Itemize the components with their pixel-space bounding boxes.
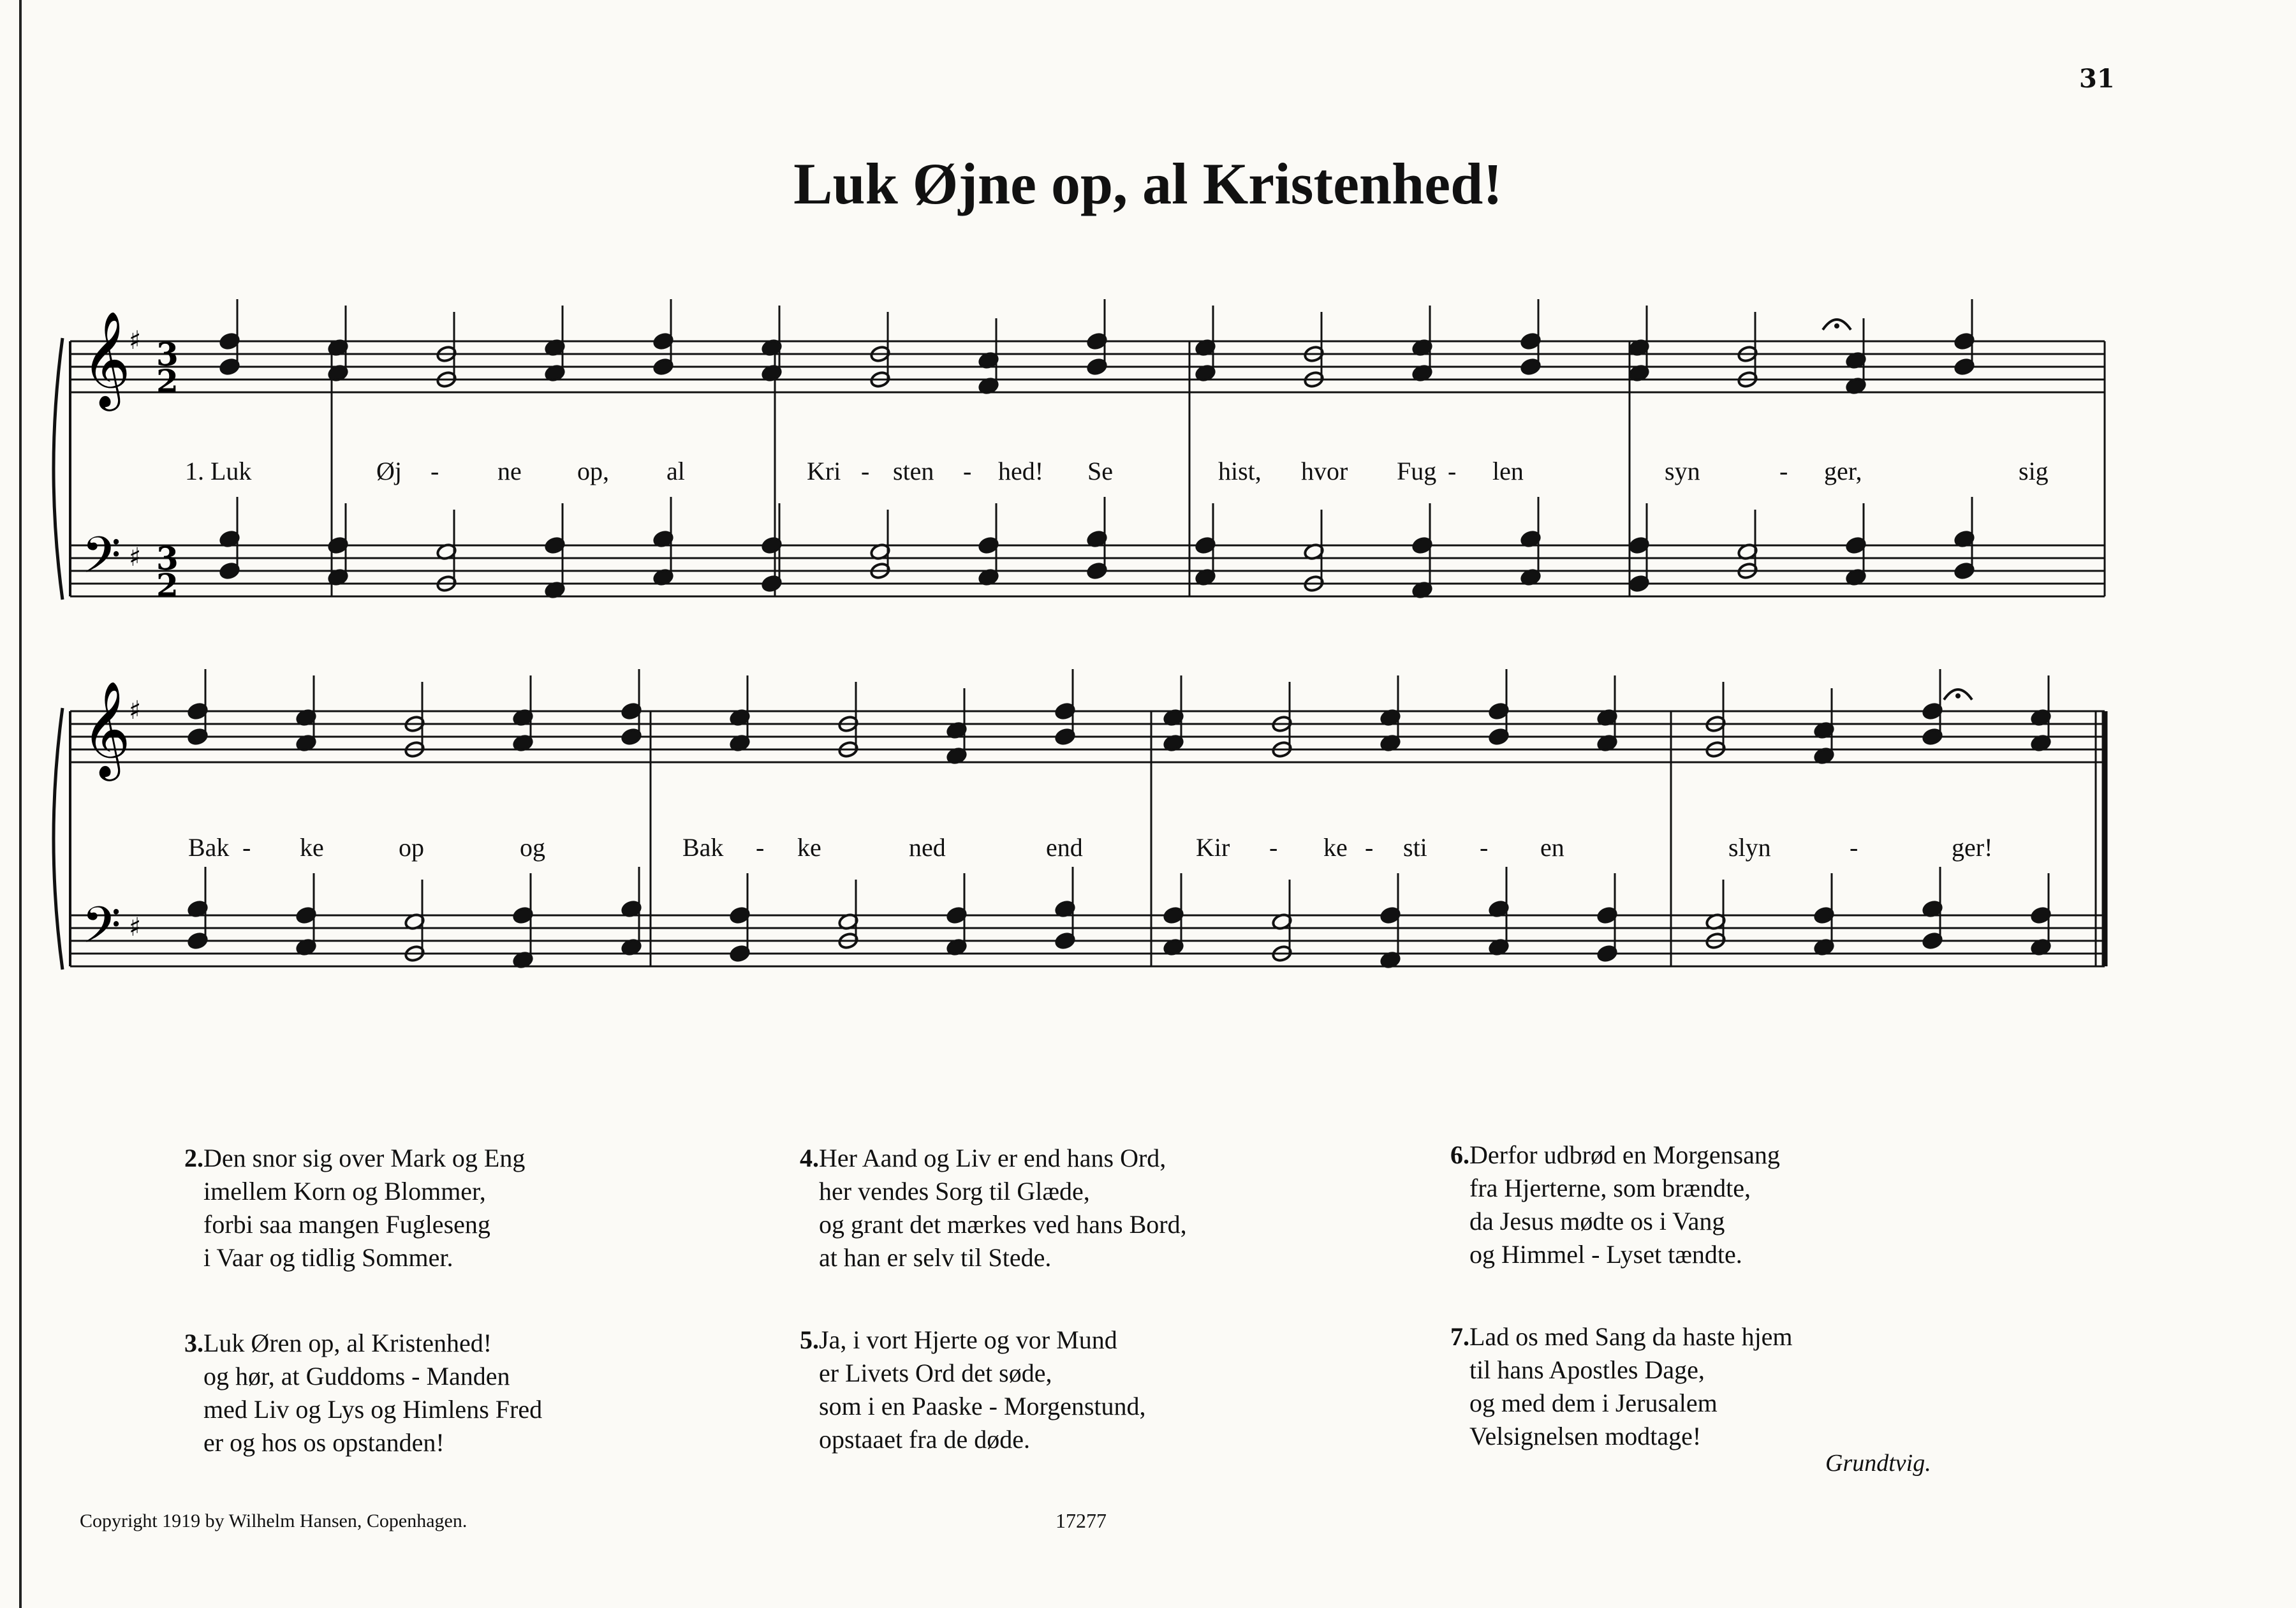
system-2-lyric-syllable: - xyxy=(756,833,765,862)
system-2-lyric-syllable: - xyxy=(1480,833,1489,862)
system-1-lyric-syllable: - xyxy=(1448,457,1457,485)
stanza-6: 6.Derfor udbrød en Morgensang fra Hjerterne, som brændte, da Jesus mødte os i Vang og Himmel - Lyset tændte. xyxy=(1450,1140,1780,1269)
stanza-2: 2.Den snor sig over Mark og Eng imellem Korn og Blommer, forbi saa mangen Fugleseng i Vaar og tidlig Sommer. xyxy=(184,1144,526,1272)
time-signature-top: 3 xyxy=(156,540,179,577)
sharp-icon: ♯ xyxy=(129,326,142,355)
stanza-7: 7.Lad os med Sang da haste hjem til hans Apostles Dage, og med dem i Jerusalem Velsignelsen modtage! xyxy=(1450,1322,1793,1450)
time-signature-top: 3 xyxy=(156,336,179,373)
system-2-lyric-syllable: - xyxy=(1365,833,1374,862)
system-2-lyric-syllable: op xyxy=(399,833,424,862)
hymn-title: Luk Øjne op, al Kristenhed! xyxy=(793,151,1503,216)
system-2-lyric-syllable: sti xyxy=(1403,833,1427,862)
system-2-lyric-syllable: ke xyxy=(300,833,324,862)
stanza-3: 3.Luk Øren op, al Kristenhed! og hør, at Guddoms - Manden med Liv og Lys og Himlens Fred er og hos os opstanden! xyxy=(184,1329,543,1457)
system-2-lyric-syllable: end xyxy=(1046,833,1083,862)
time-signature-bottom: 2 xyxy=(156,362,179,400)
system-1-lyric-syllable: len xyxy=(1492,457,1524,485)
system-1-lyric-syllable: - xyxy=(963,457,972,485)
treble-clef-icon: 𝄞 xyxy=(82,680,131,777)
stanza-4: 4.Her Aand og Liv er end hans Ord, her vendes Sorg til Glæde, og grant det mærkes ved hans Bord, at han er selv til Stede. xyxy=(800,1144,1187,1272)
system-2-lyric-syllable: Bak xyxy=(682,833,724,862)
fermata-dot xyxy=(1955,693,1961,698)
system-1-lyric-syllable: hed! xyxy=(998,457,1044,485)
system-2-lyric-syllable: ke xyxy=(797,833,821,862)
page-number: 31 xyxy=(2079,64,2115,94)
stanza-5: 5.Ja, i vort Hjerte og vor Mund er Livets Ord det søde, som i en Paaske - Morgenstund, opstaaet fra de døde. xyxy=(800,1325,1146,1454)
system-2-lyric-syllable: og xyxy=(520,833,545,862)
system-1-lyric-syllable: sten xyxy=(893,457,934,485)
system-1-lyric-syllable: Øj xyxy=(376,457,402,485)
system-1-lyric-syllable: al xyxy=(666,457,685,485)
system-1-lyric-syllable: hvor xyxy=(1301,457,1348,485)
system-1-lyric-syllable: Fug xyxy=(1397,457,1437,485)
system-2-lyric-syllable: Bak xyxy=(188,833,230,862)
sharp-icon: ♯ xyxy=(129,696,142,725)
plate-number: 17277 xyxy=(1056,1509,1107,1532)
system-1-lyric-syllable: ne xyxy=(497,457,522,485)
system-1-lyric-syllable: Se xyxy=(1087,457,1113,485)
bass-clef-icon: 𝄢 xyxy=(82,526,121,597)
copyright-notice: Copyright 1919 by Wilhelm Hansen, Copenhagen. xyxy=(80,1510,467,1531)
system-1-lyric-syllable: - xyxy=(1779,457,1788,485)
system-2-lyric-syllable: Kir xyxy=(1196,833,1230,862)
system-1-lyric-syllable: Kri xyxy=(807,457,841,485)
system-2-lyric-syllable: - xyxy=(1269,833,1278,862)
system-1-lyric-syllable: op, xyxy=(577,457,609,485)
sharp-icon: ♯ xyxy=(129,913,142,942)
system-2-lyric-syllable: ke xyxy=(1323,833,1348,862)
system-1-lyric-syllable: hist, xyxy=(1218,457,1262,485)
system-1-lyric-syllable: - xyxy=(430,457,439,485)
system-1-lyric-syllable: ger, xyxy=(1824,457,1862,485)
system-2-lyric-syllable: - xyxy=(242,833,251,862)
system-1-lyric-syllable: - xyxy=(861,457,870,485)
author-credit: Grundtvig. xyxy=(1825,1450,1931,1477)
sharp-icon: ♯ xyxy=(129,543,142,572)
system-1-lyric-syllable: sig xyxy=(2019,457,2049,485)
system-2-lyric-syllable: slyn xyxy=(1728,833,1771,862)
system-2-brace xyxy=(54,708,63,970)
time-signature-bottom: 2 xyxy=(156,566,179,604)
system-1-brace xyxy=(54,338,63,600)
system-2-lyric-syllable: ger! xyxy=(1952,833,1993,862)
system-1-lyric-syllable: syn xyxy=(1665,457,1700,485)
bass-clef-icon: 𝄢 xyxy=(82,896,121,967)
system-2-lyric-syllable: ned xyxy=(909,833,946,862)
system-2-lyric-syllable: en xyxy=(1540,833,1564,862)
fermata-dot xyxy=(1834,323,1839,328)
system-1-lyric-syllable: 1. Luk xyxy=(185,457,252,485)
treble-clef-icon: 𝄞 xyxy=(82,310,131,407)
system-2-lyric-syllable: - xyxy=(1850,833,1858,862)
